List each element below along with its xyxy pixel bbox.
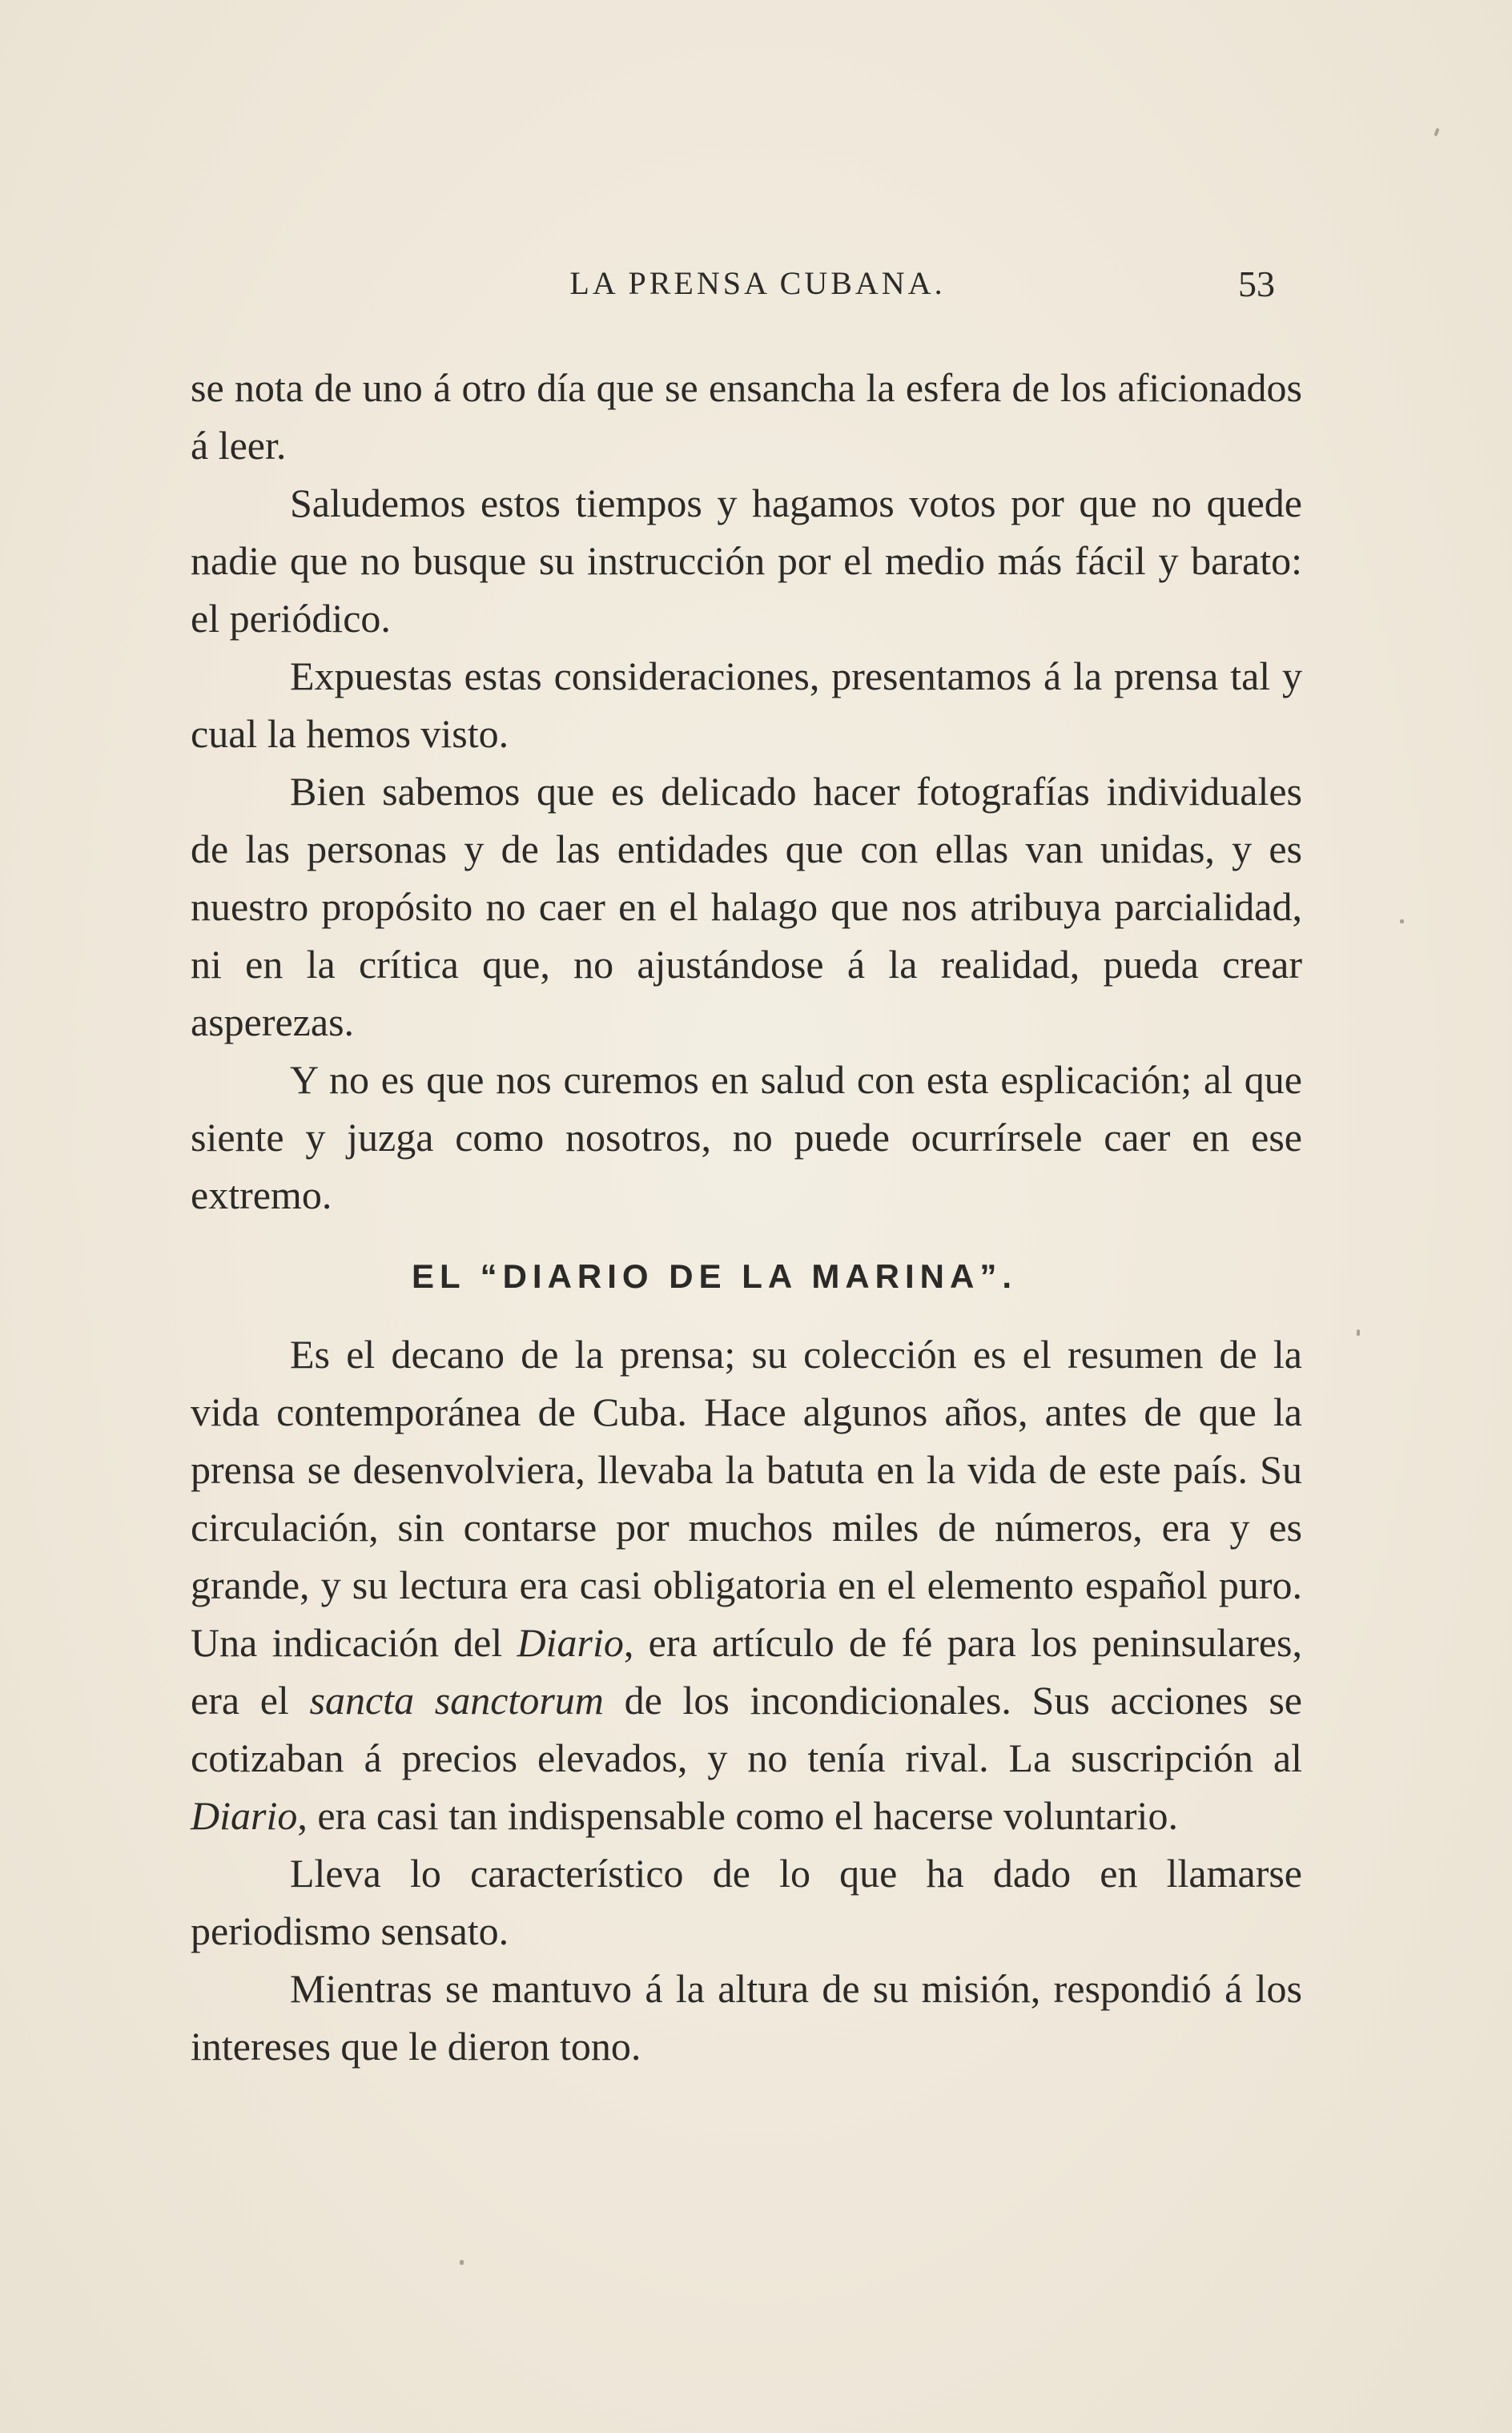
page-number: 53 — [1238, 263, 1275, 304]
section-text — [191, 1325, 1302, 2075]
paragraph — [191, 1325, 1302, 1844]
paragraph: Expuestas estas consideraciones, presentamos á la prensa tal y cual la hemos visto. — [191, 653, 1302, 756]
section-heading: EL “DIARIO DE LA MARINA”. — [411, 1257, 1017, 1295]
paper-speck — [1357, 1329, 1360, 1336]
paper-speck — [460, 2260, 464, 2265]
intro-text — [191, 359, 1302, 1224]
paragraph: Y no es que nos curemos en salud con esta esplicación; al que siente y juzga como nosotros, no puede ocurrírsele caer en ese extremo. — [191, 1057, 1302, 1217]
paragraph: Saludemos estos tiempos y hagamos votos por que no quede nadie que no busque su instrucción por el medio más fácil y barato: el periódico. — [191, 481, 1302, 641]
italic-term: Diario — [191, 1793, 298, 1838]
paper-speck — [1434, 128, 1439, 137]
text-run: , era casi tan indispensable como el hacerse voluntario. — [297, 1793, 1178, 1838]
paragraph: Bien sabemos que es delicado hacer fotografías individuales de las personas y de las entidades que con ellas van unidas, y es nuestro propósito no caer en el halago que nos atribuya parcialidad, ni en la crítica que, no ajustándose á la realidad, pueda crear asperezas. — [191, 769, 1302, 1044]
running-title: LA PRENSA CUBANA. — [569, 265, 946, 301]
paragraph: se nota de uno á otro día que se ensancha la esfera de los aficionados á leer. — [191, 365, 1302, 468]
italic-term: Diario — [517, 1620, 624, 1665]
text-run: , era artículo de fé para los peninsulares, era el — [191, 1620, 1303, 1723]
paragraph: Lleva lo característico de lo que ha dado en llamarse periodismo sensato. — [191, 1851, 1302, 1953]
running-head — [192, 264, 1275, 312]
italic-term: sancta sanctorum — [309, 1678, 604, 1723]
text-run: de los incondicionales. Sus acciones se cotizaban á precios elevados, y no tenía rival. La suscripción al — [191, 1678, 1302, 1780]
paper-speck — [1400, 919, 1404, 923]
paragraph: Mientras se mantuvo á la altura de su misión, respondió á los intereses que le dieron tono. — [191, 1966, 1302, 2069]
text-run: Es el decano de la prensa; su colección es el resumen de la vida contemporánea de Cuba. Hace algunos años, antes de que la prensa se desenvolviera, llevaba la batuta en la vida de este país. Su circulación, sin contarse por muchos miles de números, era y es grande, y su lectura era casi obligatoria en el elemento español puro. Una indicación del — [191, 1332, 1302, 1665]
